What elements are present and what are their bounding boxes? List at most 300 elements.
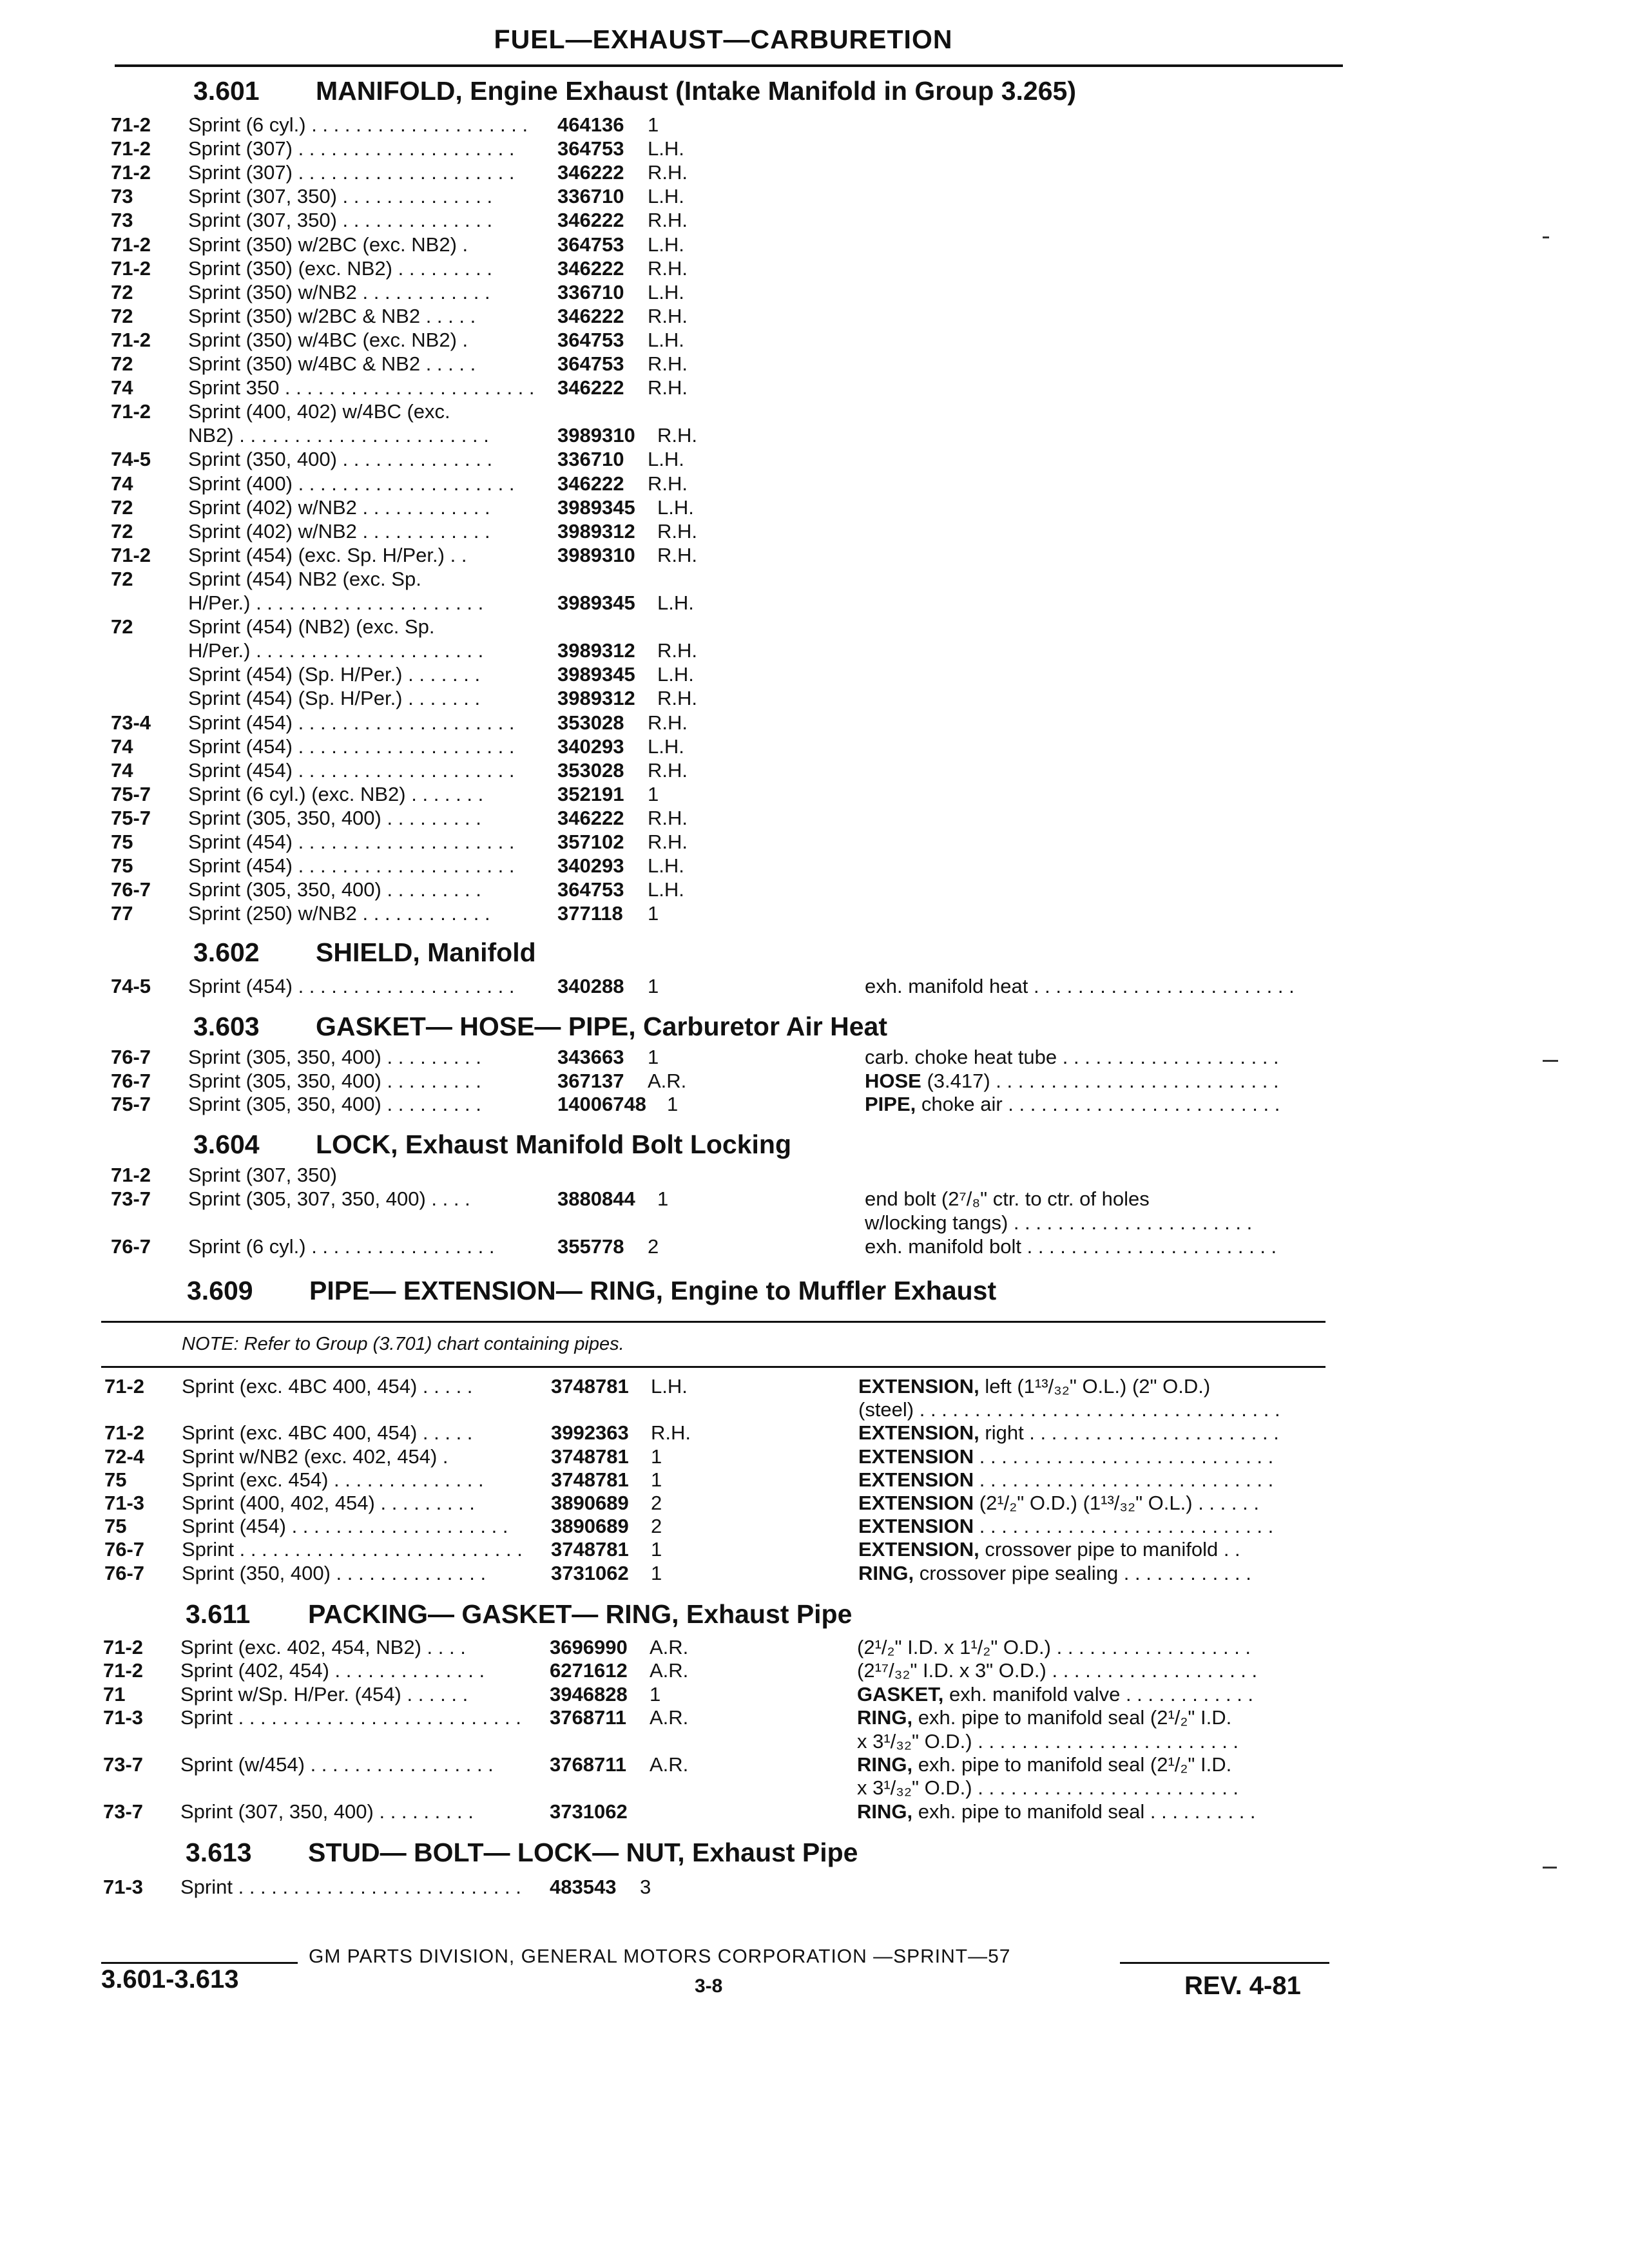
part-number: 3989312 [557, 639, 635, 662]
description-keyword: EXTENSION [858, 1445, 974, 1468]
description [857, 1776, 1327, 1800]
quantity: 1 [648, 113, 659, 136]
description-text: x 3¹/₃₂" O.D.) . . . . . . . . . . . . . . . . . . . . . . . . [857, 1776, 1239, 1799]
model-year: 76-7 [104, 1562, 145, 1584]
parts-row [0, 1800, 1629, 1823]
model-year: 75-7 [111, 783, 151, 805]
application: Sprint (exc. 4BC 400, 454) . . . . . [182, 1375, 473, 1398]
quantity: L.H. [648, 137, 684, 160]
model-year: 74 [111, 759, 133, 782]
parts-row [0, 328, 1629, 352]
quantity: R.H. [648, 376, 688, 399]
model-year: 72-4 [104, 1445, 145, 1468]
part-number: 3989345 [557, 591, 635, 614]
parts-row [0, 184, 1629, 208]
footer-group-range: 3.601-3.613 [101, 1965, 239, 1994]
parts-row [0, 1092, 1629, 1116]
description-text: exh. manifold heat . . . . . . . . . . . . . . . . . . . . . . . . [865, 975, 1295, 997]
model-year: 77 [111, 902, 133, 925]
description [857, 1658, 1327, 1682]
model-year: 71 [103, 1683, 126, 1706]
model-year: 76-7 [111, 1235, 151, 1258]
description-keyword: RING, [857, 1706, 913, 1729]
model-year: 75 [104, 1468, 127, 1491]
model-year: 73-7 [103, 1800, 144, 1823]
application: Sprint (305, 350, 400) . . . . . . . . . [188, 807, 481, 829]
part-number: 3748781 [551, 1538, 629, 1561]
description-text: right . . . . . . . . . . . . . . . . . . . . . . . [979, 1421, 1279, 1444]
page-header-title: FUEL—EXHAUST—CARBURETION [494, 24, 953, 54]
application: Sprint (250) w/NB2 . . . . . . . . . . . . [188, 902, 490, 925]
parts-row [0, 1468, 1629, 1492]
margin-mark [1543, 1867, 1557, 1869]
margin-mark [1543, 1060, 1558, 1062]
application: Sprint (307) . . . . . . . . . . . . . . . . . . . . [188, 137, 515, 160]
footer-rule-right [1120, 1962, 1329, 1964]
part-number: 377118 [557, 902, 623, 925]
parts-row [0, 519, 1629, 543]
model-year: 75-7 [111, 807, 151, 829]
parts-row [0, 472, 1629, 495]
description-keyword: EXTENSION [858, 1492, 974, 1514]
part-number: 483543 [550, 1876, 617, 1898]
description-text: end bolt (2⁷/₈" ctr. to ctr. of holes [865, 1187, 1150, 1210]
part-number: 3989312 [557, 687, 635, 709]
description-keyword: EXTENSION [858, 1468, 974, 1491]
model-year: 72 [111, 496, 133, 519]
description-text: left (1¹³/₃₂" O.L.) (2" O.D.) [979, 1375, 1211, 1398]
quantity: R.H. [648, 257, 688, 280]
part-number: 364753 [557, 137, 624, 160]
application: Sprint . . . . . . . . . . . . . . . . . . . . . . . . . . [180, 1706, 521, 1729]
application: Sprint (454) . . . . . . . . . . . . . . . . . . . . [188, 735, 515, 758]
model-year: 74 [111, 735, 133, 758]
description-text: exh. pipe to manifold seal (2¹/₂" I.D. [912, 1753, 1232, 1776]
note-rule-bottom [101, 1366, 1325, 1368]
model-year: 74 [111, 376, 133, 399]
application: Sprint (exc. 4BC 400, 454) . . . . . [182, 1421, 473, 1444]
parts-row [0, 1682, 1629, 1706]
section-note: NOTE: Refer to Group (3.701) chart containing pipes. [182, 1334, 624, 1354]
description [865, 1187, 1335, 1211]
quantity: 1 [651, 1468, 662, 1491]
part-number: 346222 [557, 257, 624, 280]
quantity: 1 [648, 783, 659, 805]
description-text: crossover pipe sealing . . . . . . . . . . . . [914, 1562, 1251, 1584]
description [865, 1092, 1335, 1116]
model-year: 75 [111, 831, 133, 853]
parts-row [0, 1491, 1629, 1515]
description-keyword: RING, [857, 1753, 913, 1776]
section-title: MANIFOLD, Engine Exhaust (Intake Manifold in Group 3.265) [316, 76, 1076, 106]
section-title: PACKING— GASKET— RING, Exhaust Pipe [308, 1599, 853, 1629]
part-number: 364753 [557, 878, 624, 901]
footer-revision: REV. 4-81 [1184, 1972, 1301, 2000]
quantity: R.H. [651, 1421, 691, 1444]
part-number: 357102 [557, 831, 624, 853]
description [857, 1635, 1327, 1659]
description [858, 1445, 1329, 1468]
application: Sprint (6 cyl.) (exc. NB2) . . . . . . . [188, 783, 484, 805]
description-text: (2¹/₂" O.D.) (1¹³/₃₂" O.L.) . . . . . . [974, 1492, 1259, 1514]
parts-row [0, 1421, 1629, 1445]
section-number: 3.609 [187, 1276, 253, 1305]
quantity: L.H. [648, 448, 684, 470]
description-keyword: EXTENSION, [858, 1375, 979, 1398]
part-number: 336710 [557, 448, 624, 470]
part-number: 346222 [557, 161, 624, 184]
model-year: 74 [111, 472, 133, 495]
part-number: 464136 [557, 113, 624, 136]
header-rule [115, 64, 1343, 67]
quantity: 1 [650, 1683, 661, 1706]
section-number: 3.604 [193, 1129, 260, 1159]
part-number: 3768711 [550, 1706, 626, 1729]
application: Sprint (454) . . . . . . . . . . . . . . . . . . . . [188, 831, 515, 853]
parts-row [0, 1374, 1629, 1398]
part-number: 3880844 [557, 1187, 635, 1210]
description-text: (2¹⁷/₃₂" I.D. x 3" O.D.) . . . . . . . . . . . . . . . . . . . [857, 1659, 1258, 1682]
part-number: 364753 [557, 233, 624, 256]
application: Sprint (454) (NB2) (exc. Sp. [188, 615, 435, 638]
description-text: choke air . . . . . . . . . . . . . . . . . . . . . . . . . [916, 1093, 1280, 1115]
quantity: L.H. [651, 1375, 688, 1398]
description [865, 1235, 1335, 1258]
description-keyword: EXTENSION, [858, 1538, 979, 1561]
quantity: 2 [648, 1235, 659, 1258]
quantity: R.H. [648, 807, 688, 829]
model-year: 71-2 [104, 1421, 145, 1444]
part-number: 343663 [557, 1046, 624, 1068]
parts-row [0, 1561, 1629, 1585]
application: Sprint (400) . . . . . . . . . . . . . . . . . . . . [188, 472, 515, 495]
section-number: 3.603 [193, 1012, 260, 1041]
description-text: carb. choke heat tube . . . . . . . . . . . . . . . . . . . . [865, 1046, 1279, 1068]
parts-row [0, 423, 1629, 447]
description [857, 1682, 1327, 1706]
quantity: R.H. [657, 687, 697, 709]
section-title: PIPE— EXTENSION— RING, Engine to Muffler Exhaust [309, 1276, 997, 1305]
margin-mark [1543, 236, 1549, 238]
parts-row [0, 878, 1629, 901]
quantity: R.H. [648, 711, 688, 734]
parts-row [0, 543, 1629, 567]
model-year: 73-7 [103, 1753, 144, 1776]
description-text: (steel) . . . . . . . . . . . . . . . . . . . . . . . . . . . . . . . . . [858, 1398, 1280, 1421]
application: Sprint (402) w/NB2 . . . . . . . . . . . . [188, 520, 490, 543]
part-number: 14006748 [557, 1093, 646, 1115]
description [858, 1398, 1329, 1421]
application: Sprint w/Sp. H/Per. (454) . . . . . . [180, 1683, 468, 1706]
quantity: R.H. [657, 639, 697, 662]
model-year: 71-2 [111, 544, 151, 566]
parts-row [0, 1753, 1629, 1776]
model-year: 71-2 [111, 257, 151, 280]
application: Sprint 350 . . . . . . . . . . . . . . . . . . . . . . . [188, 376, 535, 399]
quantity: 1 [648, 902, 659, 925]
model-year: 71-2 [111, 137, 151, 160]
description-text: exh. pipe to manifold seal . . . . . . . . . . [912, 1800, 1256, 1823]
part-number: 3748781 [551, 1445, 629, 1468]
parts-row [0, 639, 1629, 662]
parts-row [0, 1211, 1629, 1235]
parts-row [0, 376, 1629, 399]
description [857, 1706, 1327, 1729]
quantity: L.H. [648, 329, 684, 351]
description [865, 1211, 1335, 1235]
part-number: 355778 [557, 1235, 624, 1258]
parts-row [0, 854, 1629, 878]
footer-page-number: 3-8 [695, 1975, 723, 1997]
description-keyword: EXTENSION, [858, 1421, 979, 1444]
part-number: 3890689 [551, 1515, 629, 1537]
application: Sprint (454) (Sp. H/Per.) . . . . . . . [188, 687, 481, 709]
application: Sprint (350, 400) . . . . . . . . . . . . . . [182, 1562, 487, 1584]
model-year: 71-2 [111, 233, 151, 256]
parts-row [0, 495, 1629, 519]
model-year: 73 [111, 185, 133, 207]
parts-row [0, 1187, 1629, 1211]
parts-row [0, 399, 1629, 423]
part-number: 3768711 [550, 1753, 626, 1776]
application: Sprint (305, 350, 400) . . . . . . . . . [188, 1093, 481, 1115]
quantity: A.R. [650, 1753, 689, 1776]
application: Sprint (350) (exc. NB2) . . . . . . . . . [188, 257, 493, 280]
model-year: 71-2 [111, 1164, 151, 1186]
model-year: 71-2 [111, 400, 151, 423]
parts-row [0, 1635, 1629, 1659]
model-year: 73 [111, 209, 133, 231]
quantity: L.H. [648, 735, 684, 758]
application: H/Per.) . . . . . . . . . . . . . . . . . . . . . [188, 591, 484, 614]
description-keyword: HOSE [865, 1070, 921, 1092]
model-year: 72 [111, 352, 133, 375]
part-number: 346222 [557, 305, 624, 327]
application: Sprint (454) . . . . . . . . . . . . . . . . . . . . [188, 854, 515, 877]
part-number: 340293 [557, 735, 624, 758]
model-year: 71-2 [111, 113, 151, 136]
application: Sprint (454) . . . . . . . . . . . . . . . . . . . . [182, 1515, 508, 1537]
application: Sprint (305, 350, 400) . . . . . . . . . [188, 1070, 481, 1092]
application: Sprint (350) w/2BC & NB2 . . . . . [188, 305, 476, 327]
application: Sprint (305, 307, 350, 400) . . . . [188, 1187, 470, 1210]
quantity: L.H. [657, 591, 694, 614]
application: Sprint (350) w/NB2 . . . . . . . . . . . . [188, 281, 490, 303]
quantity: L.H. [648, 185, 684, 207]
quantity: L.H. [648, 854, 684, 877]
application: Sprint (307, 350) . . . . . . . . . . . . . . [188, 185, 493, 207]
application: Sprint (305, 350, 400) . . . . . . . . . [188, 1046, 481, 1068]
application: Sprint (307, 350) [188, 1164, 337, 1186]
quantity: R.H. [657, 424, 697, 447]
note-rule-top [101, 1321, 1325, 1323]
parts-row [0, 735, 1629, 758]
part-number: 3731062 [550, 1800, 628, 1823]
part-number: 340293 [557, 854, 624, 877]
description-text: exh. manifold bolt . . . . . . . . . . . . . . . . . . . . . . . [865, 1235, 1277, 1258]
application: Sprint (350) w/2BC (exc. NB2) . [188, 233, 468, 256]
quantity: L.H. [657, 663, 694, 686]
description-text: w/locking tangs) . . . . . . . . . . . . . . . . . . . . . . [865, 1211, 1253, 1234]
part-number: 3731062 [551, 1562, 629, 1584]
description [858, 1561, 1329, 1585]
quantity: 2 [651, 1492, 662, 1514]
parts-row [0, 352, 1629, 376]
parts-row [0, 662, 1629, 686]
section-number: 3.613 [186, 1838, 252, 1867]
application: Sprint (w/454) . . . . . . . . . . . . . . . . . [180, 1753, 494, 1776]
parts-row [0, 256, 1629, 280]
description-keyword: RING, [857, 1800, 913, 1823]
footer-rule-left [101, 1962, 298, 1964]
application: Sprint (305, 350, 400) . . . . . . . . . [188, 878, 481, 901]
parts-row [0, 304, 1629, 328]
model-year: 75 [104, 1515, 127, 1537]
part-number: 3989312 [557, 520, 635, 543]
model-year: 76-7 [111, 1046, 151, 1068]
application: Sprint (454) (Sp. H/Per.) . . . . . . . [188, 663, 481, 686]
parts-row [0, 806, 1629, 830]
description-text: exh. pipe to manifold seal (2¹/₂" I.D. [912, 1706, 1232, 1729]
model-year: 73-4 [111, 711, 151, 734]
description-text: . . . . . . . . . . . . . . . . . . . . . . . . . . . [974, 1468, 1274, 1491]
quantity: R.H. [648, 759, 688, 782]
description [857, 1753, 1327, 1776]
application: Sprint . . . . . . . . . . . . . . . . . . . . . . . . . . [180, 1876, 521, 1898]
part-number: 336710 [557, 185, 624, 207]
parts-row [0, 1706, 1629, 1729]
description-keyword: GASKET, [857, 1683, 944, 1706]
model-year: 72 [111, 615, 133, 638]
parts-row [0, 974, 1629, 998]
application: Sprint (402, 454) . . . . . . . . . . . . . . [180, 1659, 485, 1682]
quantity: 1 [657, 1187, 669, 1210]
model-year: 71-3 [104, 1492, 145, 1514]
part-number: 352191 [557, 783, 624, 805]
parts-row [0, 1445, 1629, 1468]
application: Sprint (454) (exc. Sp. H/Per.) . . [188, 544, 467, 566]
quantity: 1 [651, 1445, 662, 1468]
application: Sprint (exc. 454) . . . . . . . . . . . . . . [182, 1468, 484, 1491]
parts-row [0, 1875, 1629, 1899]
model-year: 72 [111, 305, 133, 327]
quantity: L.H. [648, 878, 684, 901]
application: Sprint (400, 402, 454) . . . . . . . . . [182, 1492, 475, 1514]
quantity: R.H. [648, 209, 688, 231]
parts-row [0, 591, 1629, 615]
description [858, 1537, 1329, 1561]
quantity: 3 [640, 1876, 651, 1898]
application: Sprint (307, 350, 400) . . . . . . . . . [180, 1800, 474, 1823]
description [858, 1421, 1329, 1445]
description [857, 1729, 1327, 1753]
model-year: 72 [111, 281, 133, 303]
application: Sprint (350, 400) . . . . . . . . . . . . . . [188, 448, 493, 470]
model-year: 71-3 [103, 1876, 144, 1898]
parts-row [0, 1776, 1629, 1800]
quantity: R.H. [648, 352, 688, 375]
description-keyword: RING, [858, 1562, 914, 1584]
parts-row [0, 1537, 1629, 1561]
section-number: 3.601 [193, 76, 260, 106]
part-number: 3890689 [551, 1492, 629, 1514]
parts-row [0, 113, 1629, 137]
section-title: GASKET— HOSE— PIPE, Carburetor Air Heat [316, 1012, 887, 1041]
part-number: 364753 [557, 329, 624, 351]
parts-row [0, 1045, 1629, 1069]
parts-row [0, 137, 1629, 160]
parts-row [0, 758, 1629, 782]
quantity: A.R. [650, 1706, 689, 1729]
parts-row [0, 711, 1629, 735]
quantity: A.R. [648, 1070, 687, 1092]
quantity: 1 [651, 1562, 662, 1584]
model-year: 73-7 [111, 1187, 151, 1210]
parts-row [0, 901, 1629, 925]
application: Sprint (6 cyl.) . . . . . . . . . . . . . . . . . . . . [188, 113, 528, 136]
part-number: 3696990 [550, 1636, 628, 1658]
parts-row [0, 1658, 1629, 1682]
part-number: 3748781 [551, 1468, 629, 1491]
application: Sprint (350) w/4BC & NB2 . . . . . [188, 352, 476, 375]
application: Sprint (307, 350) . . . . . . . . . . . . . . [188, 209, 493, 231]
description-text: crossover pipe to manifold . . [979, 1538, 1240, 1561]
parts-row [0, 233, 1629, 256]
quantity: R.H. [648, 161, 688, 184]
application: Sprint (350) w/4BC (exc. NB2) . [188, 329, 468, 351]
description-text: . . . . . . . . . . . . . . . . . . . . . . . . . . . [974, 1445, 1274, 1468]
parts-row [0, 782, 1629, 806]
part-number: 3989310 [557, 544, 635, 566]
quantity: A.R. [650, 1636, 689, 1658]
model-year: 71-2 [103, 1636, 144, 1658]
parts-row [0, 1729, 1629, 1753]
parts-row [0, 160, 1629, 184]
part-number: 353028 [557, 759, 624, 782]
parts-row [0, 686, 1629, 710]
application: Sprint (454) . . . . . . . . . . . . . . . . . . . . [188, 711, 515, 734]
description [865, 1069, 1335, 1093]
model-year: 71-2 [111, 161, 151, 184]
quantity: 1 [651, 1538, 662, 1561]
part-number: 3989310 [557, 424, 635, 447]
section-title: SHIELD, Manifold [316, 937, 536, 967]
description [858, 1468, 1329, 1492]
application: Sprint (402) w/NB2 . . . . . . . . . . . . [188, 496, 490, 519]
part-number: 3989345 [557, 663, 635, 686]
part-number: 6271612 [550, 1659, 628, 1682]
model-year: 76-7 [111, 1070, 151, 1092]
description [858, 1374, 1329, 1398]
parts-row [0, 567, 1629, 591]
quantity: R.H. [648, 305, 688, 327]
quantity: 1 [648, 1046, 659, 1068]
model-year: 76-7 [104, 1538, 145, 1561]
parts-row [0, 1163, 1629, 1187]
footer-publisher: GM PARTS DIVISION, GENERAL MOTORS CORPORATION —SPRINT—57 [309, 1946, 1011, 1967]
part-number: 3992363 [551, 1421, 629, 1444]
description [858, 1514, 1329, 1538]
parts-row [0, 280, 1629, 304]
parts-row [0, 830, 1629, 854]
model-year: 74-5 [111, 448, 151, 470]
application: Sprint (307) . . . . . . . . . . . . . . . . . . . . [188, 161, 515, 184]
model-year: 71-3 [103, 1706, 144, 1729]
application: Sprint (400, 402) w/4BC (exc. [188, 400, 450, 423]
description [865, 1045, 1335, 1069]
description-text: x 3¹/₃₂" O.D.) . . . . . . . . . . . . . . . . . . . . . . . . [857, 1730, 1239, 1753]
parts-row [0, 1235, 1629, 1258]
